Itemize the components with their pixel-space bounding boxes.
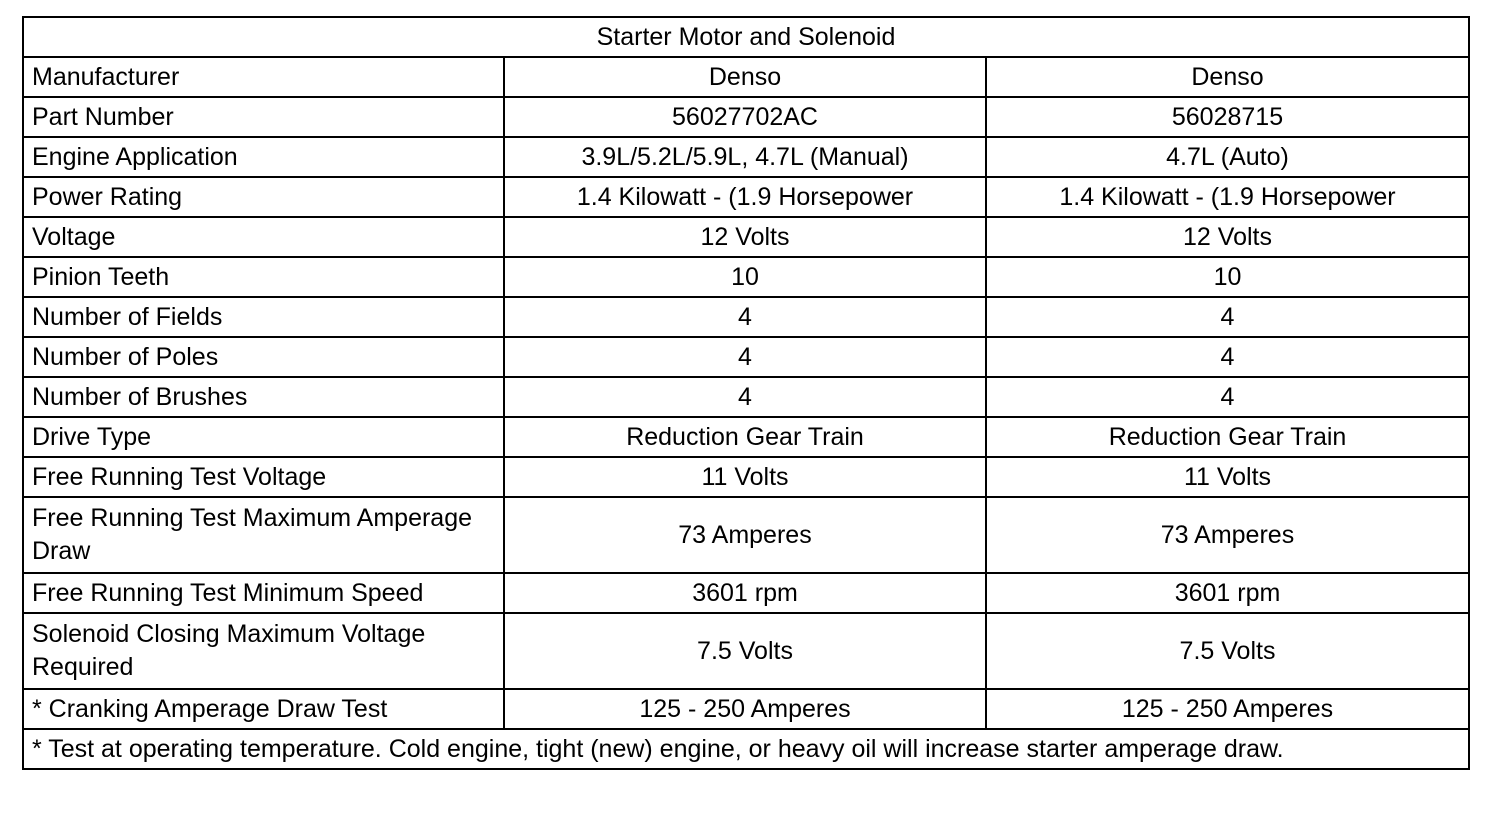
row-label: Solenoid Closing Maximum Voltage Required bbox=[23, 613, 504, 689]
row-label: Number of Fields bbox=[23, 297, 504, 337]
row-value-col1: 10 bbox=[504, 257, 986, 297]
row-label: Drive Type bbox=[23, 417, 504, 457]
row-label: Number of Brushes bbox=[23, 377, 504, 417]
row-value-col1: 125 - 250 Amperes bbox=[504, 689, 986, 729]
table-row bbox=[23, 573, 1469, 613]
row-value-col2: 4 bbox=[986, 377, 1469, 417]
row-label: Number of Poles bbox=[23, 337, 504, 377]
row-label: Free Running Test Minimum Speed bbox=[23, 573, 504, 613]
row-value-col2: Denso bbox=[986, 57, 1469, 97]
row-value-col1: 12 Volts bbox=[504, 217, 986, 257]
starter-spec-table bbox=[22, 16, 1470, 770]
row-value-col1: 11 Volts bbox=[504, 457, 986, 497]
row-label: Free Running Test Maximum Amperage Draw bbox=[23, 497, 504, 573]
table-row bbox=[23, 57, 1469, 97]
row-value-col2: 56028715 bbox=[986, 97, 1469, 137]
row-value-col2: 11 Volts bbox=[986, 457, 1469, 497]
row-value-col2: 4 bbox=[986, 337, 1469, 377]
row-label: * Cranking Amperage Draw Test bbox=[23, 689, 504, 729]
row-value-col2: 12 Volts bbox=[986, 217, 1469, 257]
row-label: Free Running Test Voltage bbox=[23, 457, 504, 497]
row-value-col1: Reduction Gear Train bbox=[504, 417, 986, 457]
row-label: Manufacturer bbox=[23, 57, 504, 97]
table-row bbox=[23, 97, 1469, 137]
table-footnote: * Test at operating temperature. Cold engine, tight (new) engine, or heavy oil will increase starter amperage draw. bbox=[23, 729, 1469, 769]
table-row bbox=[23, 137, 1469, 177]
table-footnote-row bbox=[23, 729, 1469, 769]
row-value-col2: 7.5 Volts bbox=[986, 613, 1469, 689]
row-label: Part Number bbox=[23, 97, 504, 137]
row-label: Power Rating bbox=[23, 177, 504, 217]
row-value-col2: 73 Amperes bbox=[986, 497, 1469, 573]
table-title-row bbox=[23, 17, 1469, 57]
row-value-col1: 3.9L/5.2L/5.9L, 4.7L (Manual) bbox=[504, 137, 986, 177]
row-value-col1: 7.5 Volts bbox=[504, 613, 986, 689]
row-label: Pinion Teeth bbox=[23, 257, 504, 297]
row-value-col2: Reduction Gear Train bbox=[986, 417, 1469, 457]
row-value-col2: 3601 rpm bbox=[986, 573, 1469, 613]
row-value-col2: 4 bbox=[986, 297, 1469, 337]
table-row bbox=[23, 497, 1469, 573]
row-value-col1: 56027702AC bbox=[504, 97, 986, 137]
table-row bbox=[23, 457, 1469, 497]
table-row bbox=[23, 613, 1469, 689]
table-row bbox=[23, 377, 1469, 417]
row-label: Voltage bbox=[23, 217, 504, 257]
row-value-col2: 1.4 Kilowatt - (1.9 Horsepower bbox=[986, 177, 1469, 217]
table-row bbox=[23, 689, 1469, 729]
table-row bbox=[23, 297, 1469, 337]
table-row bbox=[23, 337, 1469, 377]
row-value-col1: 4 bbox=[504, 297, 986, 337]
row-value-col1: 4 bbox=[504, 337, 986, 377]
row-value-col1: 1.4 Kilowatt - (1.9 Horsepower bbox=[504, 177, 986, 217]
row-value-col1: Denso bbox=[504, 57, 986, 97]
row-value-col1: 73 Amperes bbox=[504, 497, 986, 573]
row-value-col1: 3601 rpm bbox=[504, 573, 986, 613]
row-value-col2: 4.7L (Auto) bbox=[986, 137, 1469, 177]
row-value-col1: 4 bbox=[504, 377, 986, 417]
table-row bbox=[23, 217, 1469, 257]
row-value-col2: 125 - 250 Amperes bbox=[986, 689, 1469, 729]
row-label: Engine Application bbox=[23, 137, 504, 177]
table-title: Starter Motor and Solenoid bbox=[23, 17, 1469, 57]
row-value-col2: 10 bbox=[986, 257, 1469, 297]
table-row bbox=[23, 177, 1469, 217]
table-row bbox=[23, 257, 1469, 297]
table-row bbox=[23, 417, 1469, 457]
